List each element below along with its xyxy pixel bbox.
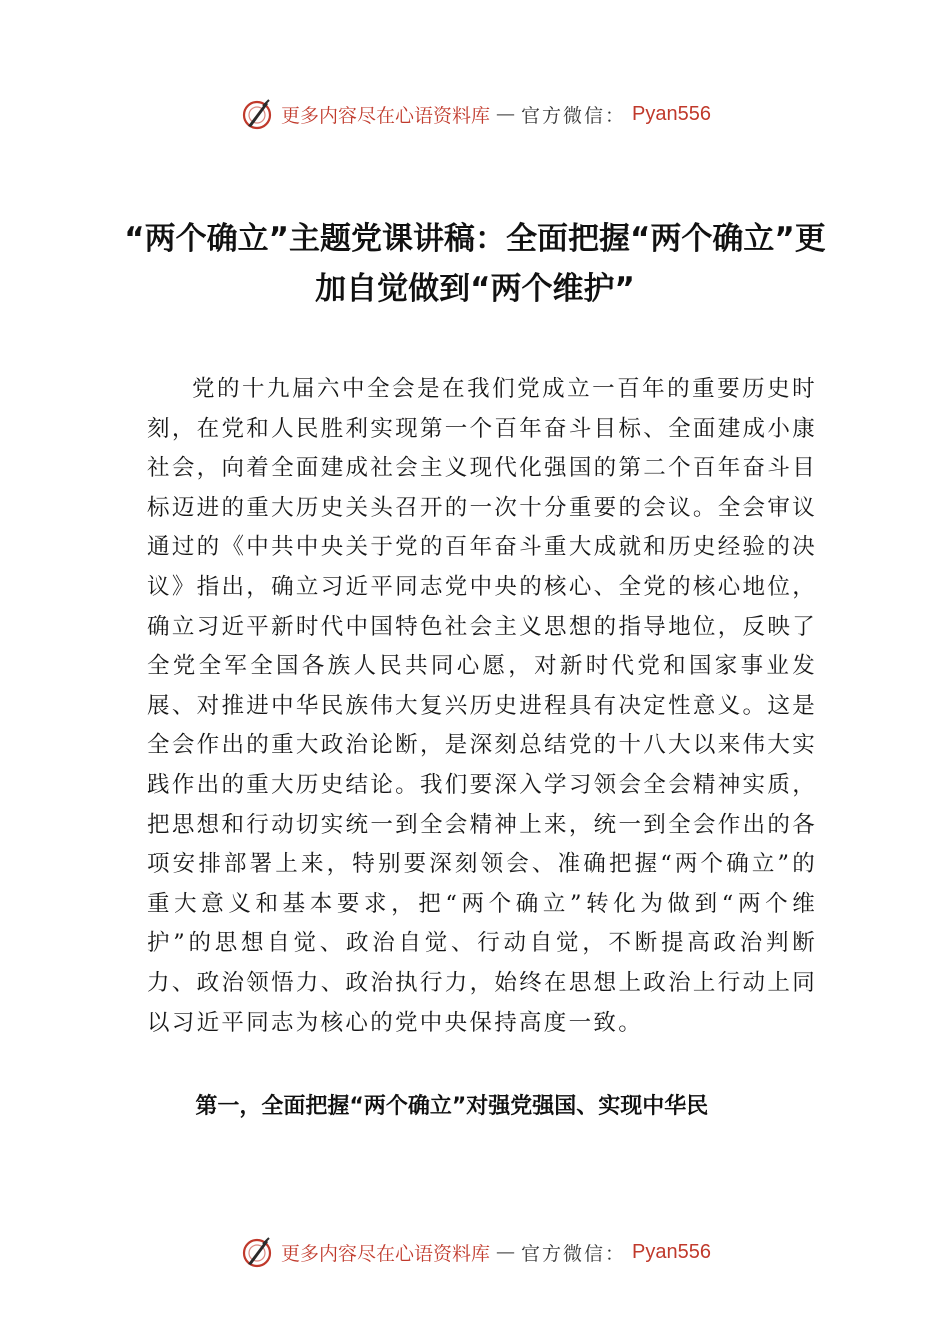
body-paragraph: 党的十九届六中全会是在我们党成立一百年的重要历史时刻，在党和人民胜利实现第一个百年奋斗目标、全面建成小康社会，向着全面建成社会主义现代化强国的第二个百年奋斗目标迈进的重大历史关头召开的一次十分重要的会议。全会审议通过的《中共中央关于党的百年奋斗重大成就和历史经验的决议》指出，确立习近平同志党中央的核心、全党的核心地位，确立习近平新时代中国特色社会主义思想的指导地位，反映了全党全军全国各族人民共同心愿，对新时代党和国家事业发展、对推进中华民族伟大复兴历史进程具有决定性意义。这是全会作出的重大政治论断，是深刻总结党的十八大以来伟大实践作出的重大历史结论。我们要深入学习领会全会精神实质，把思想和行动切实统一到全会精神上来，统一到全会作出的各项安排部署上来，特别要深刻领会、准确把握“两个确立”的重大意义和基本要求，把“两个确立”转化为做到“两个维护”的思想自觉、政治自觉、行动自觉，不断提高政治判断力、政治领悟力、政治执行力，始终在思想上政治上行动上同以习近平同志为核心的党中央保持高度一致。 <box>147 376 817 1036</box>
watermark-brand-text: 更多内容尽在心语资料库 <box>281 1242 491 1265</box>
quill-circle-icon <box>239 96 275 132</box>
footer-watermark <box>0 1232 950 1272</box>
watermark-separator: — <box>496 103 516 125</box>
watermark-wechat-id: Pyan556 <box>632 1240 711 1263</box>
quill-circle-icon <box>239 1234 275 1270</box>
watermark-separator: — <box>496 1241 516 1263</box>
watermark-wechat-id: Pyan556 <box>632 102 711 125</box>
header-watermark <box>0 94 950 134</box>
document-title: “两个确立”主题党课讲稿：全面把握“两个确立”更加自觉做到“两个维护” <box>124 221 826 307</box>
watermark-brand-text: 更多内容尽在心语资料库 <box>281 104 491 127</box>
watermark-wechat-label: 官方微信： <box>521 104 627 127</box>
section-heading: 第一，全面把握“两个确立”对强党强国、实现中华民 <box>195 1094 709 1119</box>
watermark-wechat-label: 官方微信： <box>521 1242 627 1265</box>
